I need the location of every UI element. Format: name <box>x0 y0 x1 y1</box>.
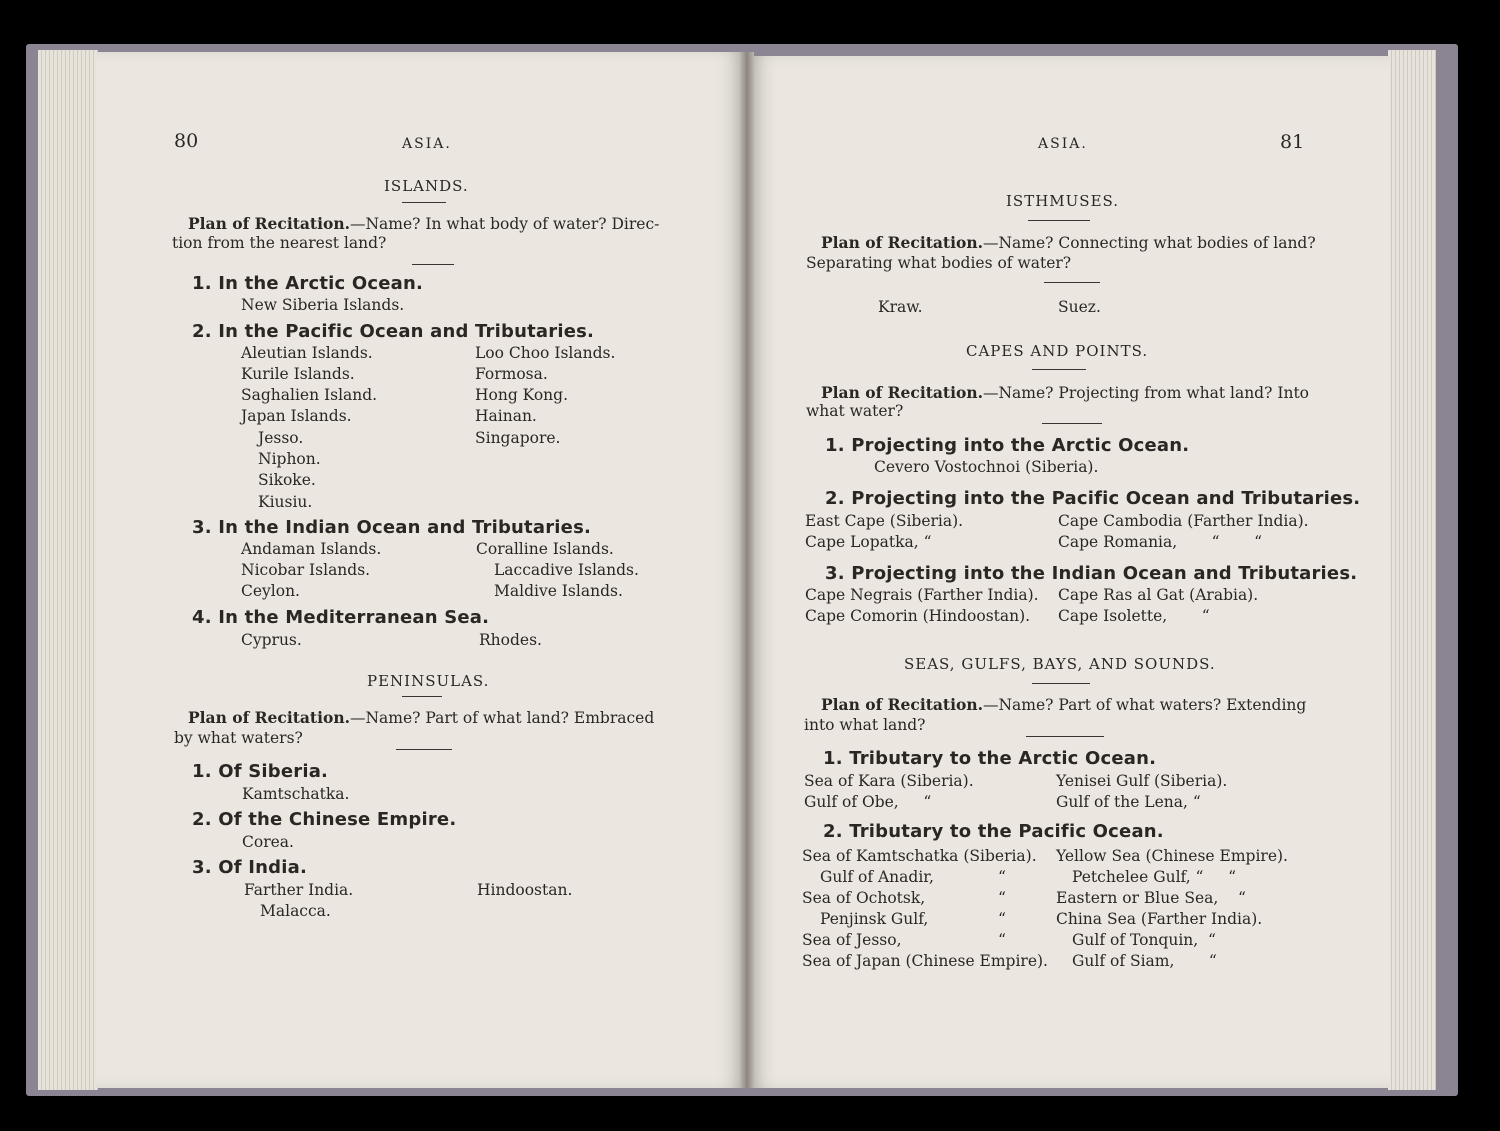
list-item: East Cape (Siberia). <box>805 512 964 530</box>
section-title-peninsulas: PENINSULAS. <box>367 672 490 690</box>
list-item: Gulf of Anadir, <box>820 868 934 886</box>
list-item: Farther India. <box>244 881 354 899</box>
list-item: Cape Comorin (Hindoostan). <box>805 607 1031 625</box>
list-item: Cape Romania, “ “ <box>1058 533 1262 551</box>
list-item: Japan Islands. <box>241 407 352 425</box>
heading-tributary-arctic: 1. Tributary to the Arctic Ocean. <box>823 748 1157 769</box>
list-item: Sea of Kara (Siberia). <box>804 772 974 790</box>
list-item: Rhodes. <box>479 631 542 649</box>
list-item: New Siberia Islands. <box>241 296 405 314</box>
heading-of-siberia: 1. Of Siberia. <box>192 761 329 782</box>
page-edges-right <box>1388 50 1436 1090</box>
list-item: Cape Ras al Gat (Arabia). <box>1058 586 1259 604</box>
list-item: Yenisei Gulf (Siberia). <box>1056 772 1228 790</box>
heading-projecting-pacific: 2. Projecting into the Pacific Ocean and Tributaries. <box>825 488 1361 509</box>
plan-rule <box>1042 423 1102 424</box>
list-item: Kraw. <box>878 298 923 316</box>
plan-rule <box>412 264 454 265</box>
plan-of-recitation-cont: tion from the nearest land? <box>172 234 387 252</box>
plan-of-recitation: Plan of Recitation.—Name? In what body of water? Direc- <box>188 214 660 233</box>
list-item: Loo Choo Islands. <box>475 344 616 362</box>
plan-of-recitation: Plan of Recitation.—Name? Part of what waters? Extending <box>821 695 1307 714</box>
heading-of-chinese-empire: 2. Of the Chinese Empire. <box>192 809 457 830</box>
left-page <box>96 52 746 1088</box>
section-title-capes: CAPES AND POINTS. <box>966 342 1149 360</box>
section-rule <box>402 696 442 697</box>
right-page <box>748 56 1390 1088</box>
list-item: Gulf of Siam, “ <box>1072 952 1217 970</box>
section-rule <box>1032 683 1090 684</box>
plan-rule <box>1044 282 1100 283</box>
running-head: ASIA. <box>1038 136 1088 152</box>
list-item: Hindoostan. <box>477 881 573 899</box>
section-rule <box>1028 220 1090 221</box>
list-item: Eastern or Blue Sea, “ <box>1056 889 1246 907</box>
heading-mediterranean-sea: 4. In the Mediterranean Sea. <box>192 607 490 628</box>
list-item: Sea of Ochotsk, <box>802 889 926 907</box>
plan-rule <box>1026 736 1104 737</box>
list-item: Cyprus. <box>241 631 302 649</box>
list-item: Hainan. <box>475 407 537 425</box>
list-item: Cape Lopatka, “ <box>805 533 932 551</box>
plan-of-recitation-cont: by what waters? <box>174 729 303 747</box>
list-item: Maldive Islands. <box>494 582 623 600</box>
list-item: Kurile Islands. <box>241 365 355 383</box>
list-item: Laccadive Islands. <box>494 561 639 579</box>
heading-projecting-indian: 3. Projecting into the Indian Ocean and Tributaries. <box>825 563 1358 584</box>
section-title-seas: SEAS, GULFS, BAYS, AND SOUNDS. <box>904 655 1216 673</box>
plan-of-recitation: Plan of Recitation.—Name? Connecting what bodies of land? <box>821 233 1316 252</box>
ditto-mark: “ <box>998 931 1006 949</box>
list-item: China Sea (Farther India). <box>1056 910 1263 928</box>
list-item: Sea of Kamtschatka (Siberia). <box>802 847 1037 865</box>
list-item: Kiusiu. <box>258 493 313 511</box>
list-item: Sea of Jesso, <box>802 931 902 949</box>
ditto-mark: “ <box>998 868 1006 886</box>
running-head: ASIA. <box>402 136 452 152</box>
section-title-isthmuses: ISTHMUSES. <box>1006 192 1120 210</box>
page-number: 80 <box>174 130 199 152</box>
list-item: Nicobar Islands. <box>241 561 371 579</box>
ditto-mark: “ <box>998 910 1006 928</box>
list-item: Petchelee Gulf, “ “ <box>1072 868 1237 886</box>
list-item: Gulf of the Lena, “ <box>1056 793 1201 811</box>
heading-of-india: 3. Of India. <box>192 857 307 878</box>
list-item: Hong Kong. <box>475 386 569 404</box>
list-item: Jesso. <box>258 429 304 447</box>
list-item: Saghalien Island. <box>241 386 378 404</box>
book-gutter <box>740 52 754 1088</box>
list-item: Sea of Japan (Chinese Empire). <box>802 952 1048 970</box>
list-item: Aleutian Islands. <box>241 344 373 362</box>
list-item: Niphon. <box>258 450 321 468</box>
list-item: Malacca. <box>260 902 331 920</box>
list-item: Suez. <box>1058 298 1101 316</box>
list-item: Cape Cambodia (Farther India). <box>1058 512 1309 530</box>
list-item: Cape Isolette, “ <box>1058 607 1210 625</box>
heading-arctic-ocean: 1. In the Arctic Ocean. <box>192 273 424 294</box>
heading-pacific-ocean: 2. In the Pacific Ocean and Tributaries. <box>192 321 595 342</box>
heading-tributary-pacific: 2. Tributary to the Pacific Ocean. <box>823 821 1164 842</box>
plan-rule <box>396 749 452 750</box>
list-item: Sikoke. <box>258 471 316 489</box>
plan-of-recitation-cont: into what land? <box>804 716 926 734</box>
list-item: Singapore. <box>475 429 561 447</box>
list-item: Corea. <box>242 833 294 851</box>
heading-indian-ocean: 3. In the Indian Ocean and Tributaries. <box>192 517 592 538</box>
list-item: Yellow Sea (Chinese Empire). <box>1056 847 1288 865</box>
plan-of-recitation: Plan of Recitation.—Name? Part of what land? Embraced <box>188 708 655 727</box>
list-item: Ceylon. <box>241 582 300 600</box>
list-item: Gulf of Obe, “ <box>804 793 932 811</box>
plan-of-recitation-cont: Separating what bodies of water? <box>806 254 1072 272</box>
page-number: 81 <box>1280 131 1305 153</box>
list-item: Cevero Vostochnoi (Siberia). <box>874 458 1099 476</box>
list-item: Penjinsk Gulf, <box>820 910 929 928</box>
heading-projecting-arctic: 1. Projecting into the Arctic Ocean. <box>825 435 1190 456</box>
section-rule <box>402 202 446 203</box>
list-item: Formosa. <box>475 365 548 383</box>
section-rule <box>1032 369 1086 370</box>
plan-of-recitation: Plan of Recitation.—Name? Projecting from what land? Into <box>821 383 1309 402</box>
page-edges-left <box>38 50 98 1090</box>
list-item: Andaman Islands. <box>241 540 382 558</box>
list-item: Cape Negrais (Farther India). <box>805 586 1039 604</box>
plan-of-recitation-cont: what water? <box>806 402 904 420</box>
list-item: Coralline Islands. <box>476 540 614 558</box>
ditto-mark: “ <box>998 889 1006 907</box>
list-item: Kamtschatka. <box>242 785 350 803</box>
section-title-islands: ISLANDS. <box>384 177 469 195</box>
list-item: Gulf of Tonquin, “ <box>1072 931 1216 949</box>
